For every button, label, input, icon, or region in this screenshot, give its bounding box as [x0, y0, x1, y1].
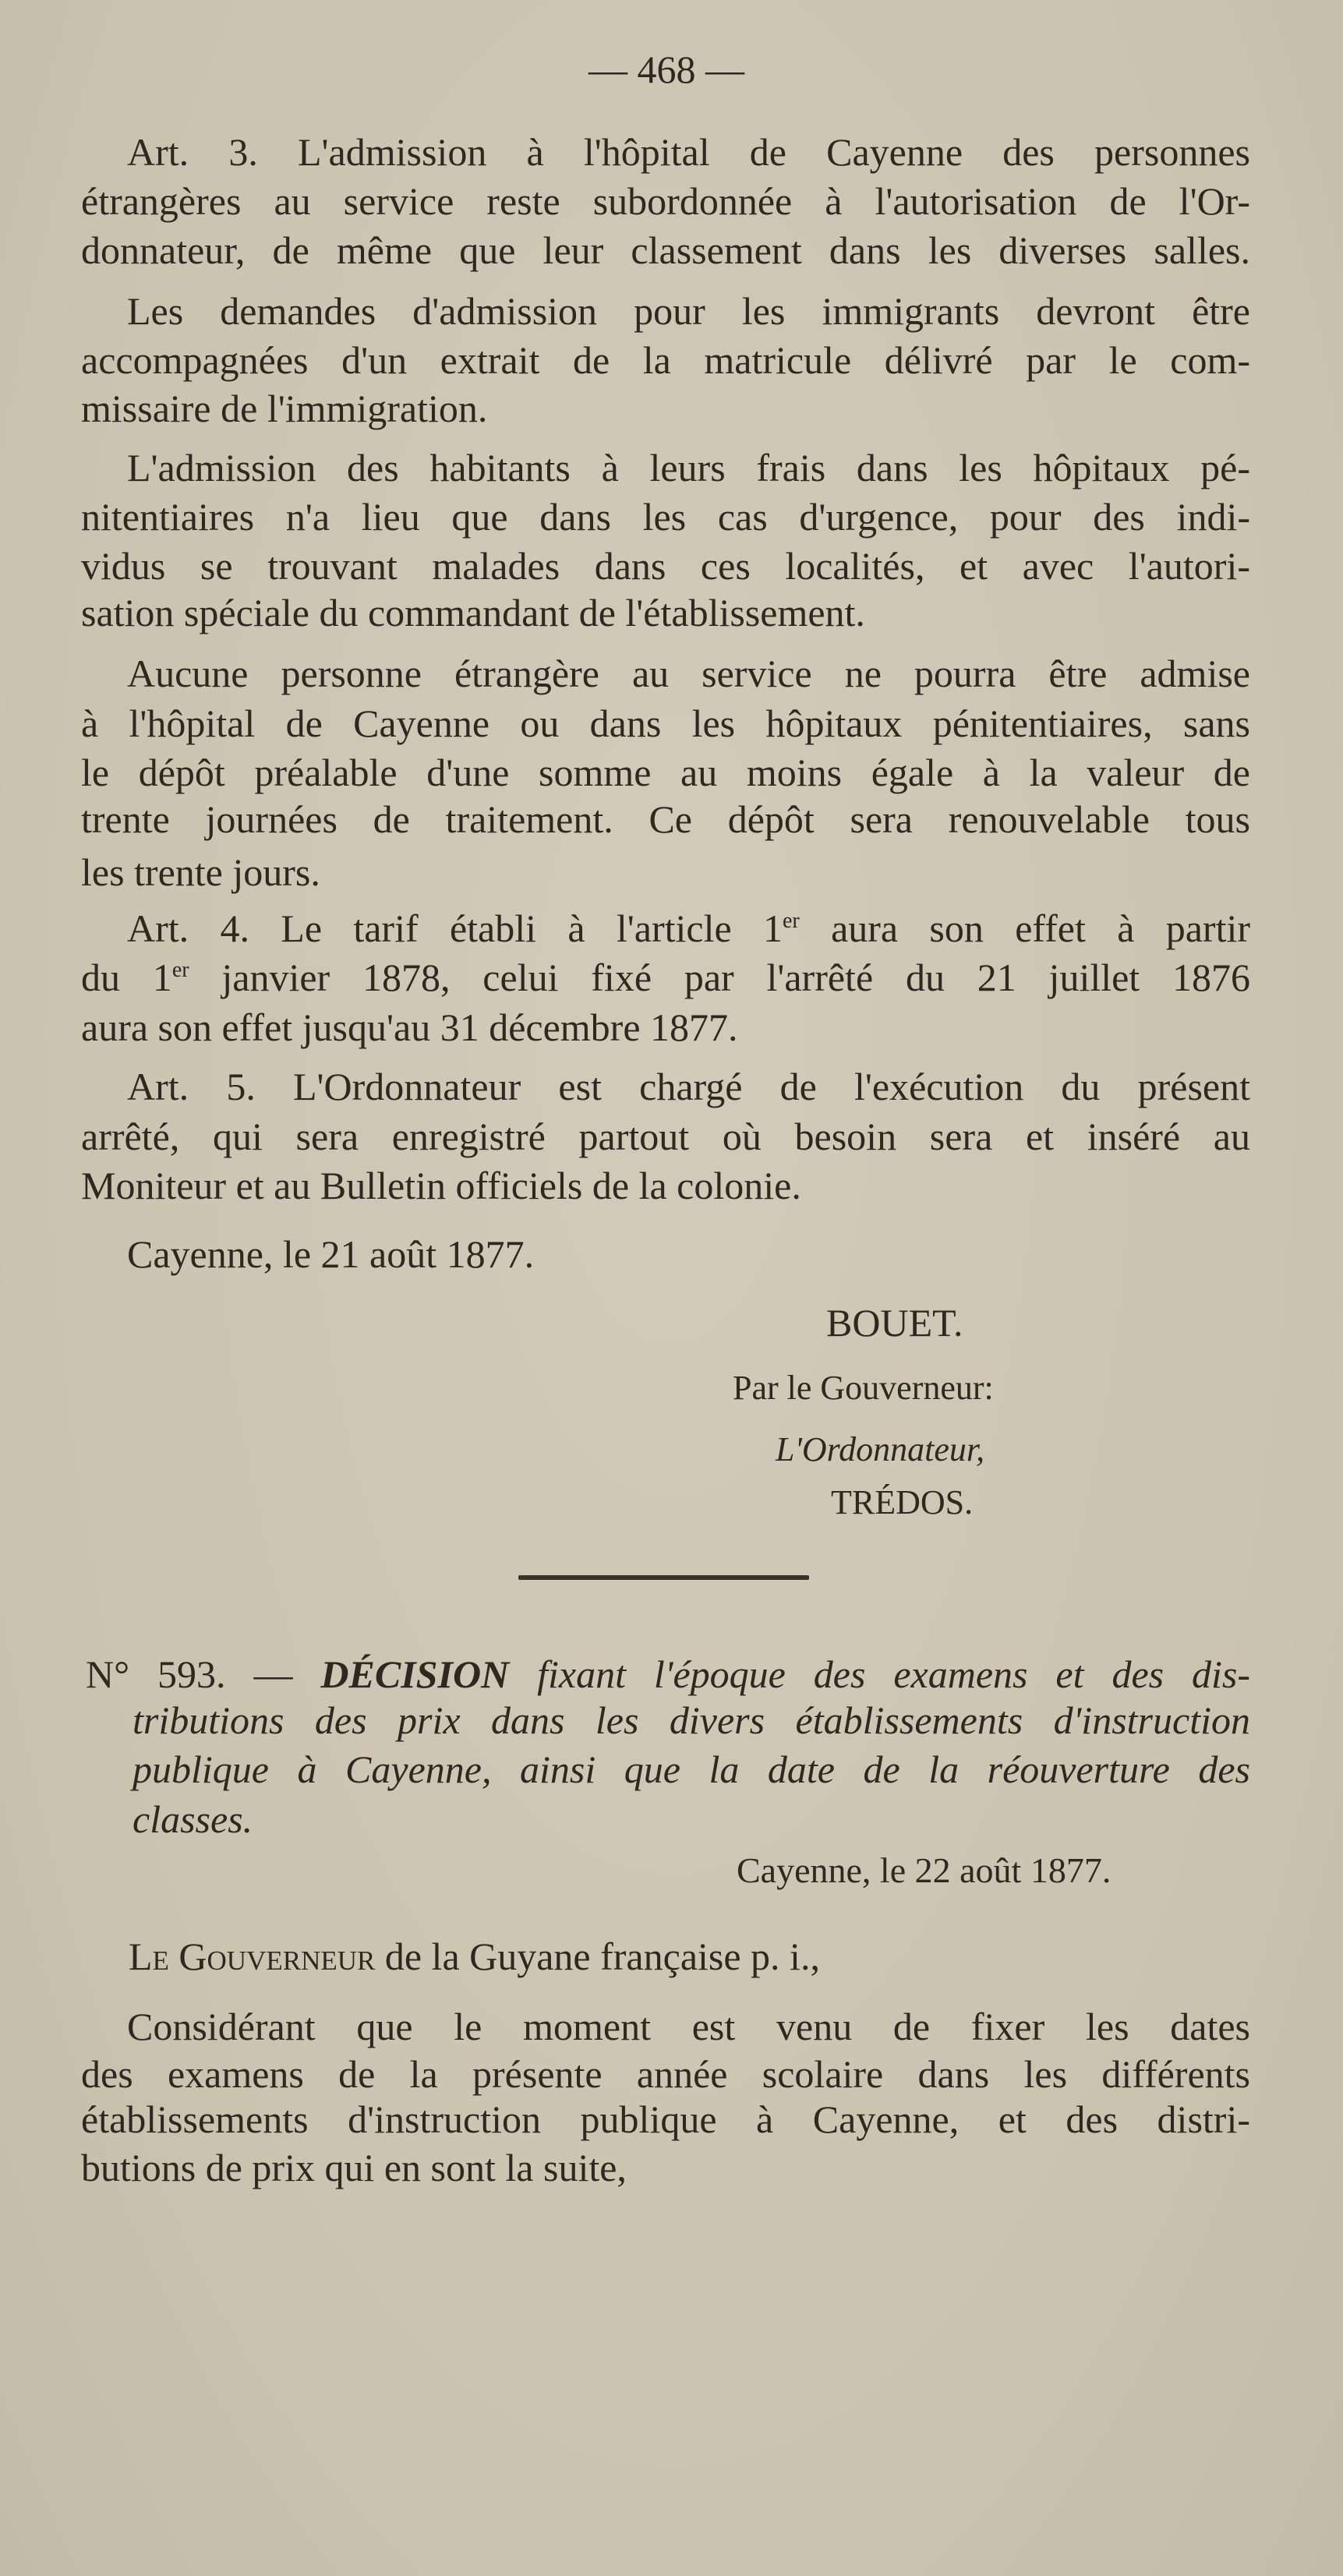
- art4-text: aura son effet à partir: [799, 906, 1251, 950]
- superscript: er: [782, 909, 800, 933]
- aucune-line: le dépôt préalable d'une somme au moins égale à la valeur de: [81, 751, 1250, 794]
- decision-title-word: DÉCISION: [320, 1652, 510, 1696]
- place-date: Cayenne, le 21 août 1877.: [127, 1232, 535, 1276]
- decision-heading-line: publique à Cayenne, ainsi que la date de la réouverture des: [133, 1747, 1250, 1791]
- decision-heading-line: [86, 1649, 1250, 1699]
- section-divider: [518, 1575, 809, 1580]
- art4-line: [81, 952, 1250, 1002]
- art5-line: Art. 5. L'Ordonnateur est chargé de l'exécution du présent: [127, 1065, 1250, 1108]
- art3-line: donnateur, de même que leur classement dans les diverses salles.: [81, 228, 1250, 272]
- demandes-line: missaire de l'immigration.: [81, 387, 488, 430]
- governor-rest: de la Guyane française p. i.,: [375, 1935, 820, 1978]
- decision-heading-line: classes.: [133, 1797, 253, 1841]
- art4-text: du 1: [81, 956, 172, 999]
- governor-caps: Le Gouverneur: [129, 1935, 376, 1978]
- governor-line: [129, 1931, 820, 1981]
- ordonnateur-name: TRÉDOS.: [831, 1483, 974, 1521]
- aucune-line: trente journées de traitement. Ce dépôt sera renouvelable tous: [81, 797, 1250, 841]
- decision-heading-line: tributions des prix dans les divers établissements d'instruction: [133, 1698, 1250, 1742]
- habitants-line: nitentiaires n'a lieu que dans les cas d'urgence, pour des indi-: [81, 495, 1250, 539]
- art4-text: Art. 4. Le tarif établi à l'article 1: [127, 906, 783, 950]
- art3-line: étrangères au service reste subordonnée à l'autorisation de l'Or-: [81, 179, 1250, 223]
- art4-line: aura son effet jusqu'au 31 décembre 1877.: [81, 1005, 738, 1049]
- habitants-line: sation spéciale du commandant de l'établissement.: [81, 591, 865, 634]
- by-governor: Par le Gouverneur:: [733, 1369, 994, 1407]
- ordonnateur-title: L'Ordonnateur,: [776, 1430, 985, 1468]
- aucune-line: les trente jours.: [81, 850, 320, 894]
- art4-line: [127, 903, 1250, 953]
- considerant-line: Considérant que le moment est venu de fixer les dates: [127, 2005, 1250, 2048]
- considerant-line: établissements d'instruction publique à Cayenne, et des distri-: [81, 2097, 1250, 2141]
- habitants-line: L'admission des habitants à leurs frais dans les hôpitaux pé-: [127, 446, 1250, 489]
- decision-number: N° 593. —: [86, 1652, 293, 1696]
- considerant-line: des examens de la présente année scolaire dans les différents: [81, 2052, 1250, 2096]
- art4-text: janvier 1878, celui fixé par l'arrêté du 21 juillet 1876: [189, 956, 1251, 999]
- aucune-line: Aucune personne étrangère au service ne pourra être admise: [127, 652, 1250, 695]
- demandes-line: Les demandes d'admission pour les immigrants devront être: [127, 289, 1250, 333]
- art5-line: arrêté, qui sera enregistré partout où besoin sera et inséré au: [81, 1115, 1250, 1158]
- art3-line: Art. 3. L'admission à l'hôpital de Cayenne des personnes: [127, 130, 1250, 174]
- demandes-line: accompagnées d'un extrait de la matricule délivré par le com-: [81, 338, 1250, 382]
- decision-heading-text: fixant l'époque des examens et des dis-: [537, 1652, 1251, 1696]
- decision-place-date: Cayenne, le 22 août 1877.: [737, 1850, 1112, 1890]
- superscript: er: [171, 958, 189, 982]
- art5-line: Moniteur et au Bulletin officiels de la colonie.: [81, 1164, 801, 1207]
- page-number: — 468 —: [588, 48, 744, 91]
- habitants-line: vidus se trouvant malades dans ces localités, et avec l'autori-: [81, 544, 1250, 588]
- signature-bouet: BOUET.: [826, 1301, 963, 1345]
- considerant-line: butions de prix qui en sont la suite,: [81, 2146, 627, 2189]
- aucune-line: à l'hôpital de Cayenne ou dans les hôpitaux pénitentiaires, sans: [81, 701, 1250, 745]
